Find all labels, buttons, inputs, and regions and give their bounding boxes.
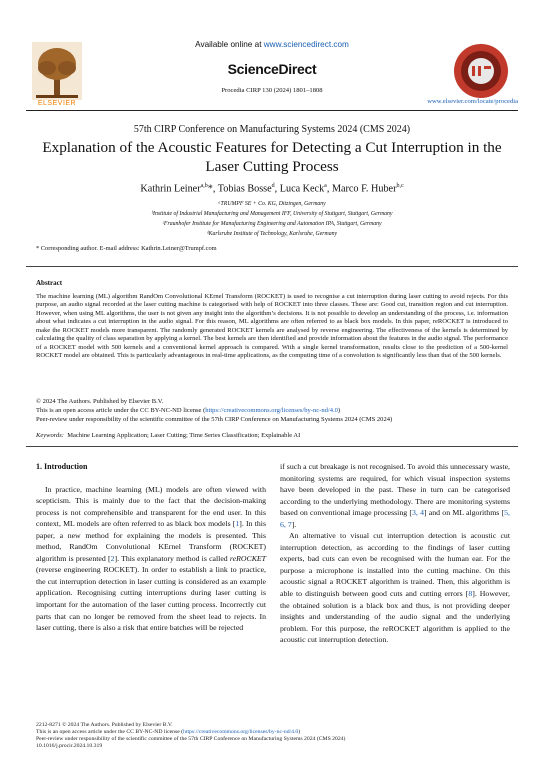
keywords-text: Machine Learning Application; Laser Cutting; Time Series Classification; Explainable AI	[67, 432, 301, 439]
license-link[interactable]: https://creativecommons.org/licenses/by-nc-nd/4.0	[205, 407, 338, 414]
paper-title: Explanation of the Acoustic Features for Detecting a Cut Interruption in the Laser Cutting Process	[42, 139, 502, 175]
intro-paragraph-1: In practice, machine learning (ML) models are often viewed with scepticism. This is mainly due to the fact that the decision-making process is not comprehensible and transparent for the end user. In this context, ML models are often referred to as black box models [1]. In this paper, a new method for explaining the models is presented. This method, RandOm Convolutional KErnel Transform (ROCKET) algorithm is presented [2]. This explanatory method is called reROCKET (reverse engineering ROCKET). In order to establish a link to practice, the cut interruption detection in laser cutting is considered as an example application. Recognising cutting interruptions during laser cutting is important for the automation of the laser cutting process. Incorrectly cut parts that can no longer be removed from the sheet lead to rejects. In laser cutting, there is also a risk that entire batches will be rejected	[36, 484, 266, 633]
affiliation-d: ᵈKarlsruhe Institute of Technology, Karlsruhe, Germany	[206, 231, 338, 237]
conference-name: 57th CIRP Conference on Manufacturing Systems 2024 (CMS 2024)	[133, 124, 411, 135]
header-rule	[26, 110, 518, 111]
footer-issn: 2212-8271 © 2024 The Authors. Published by Elsevier B.V.	[36, 722, 173, 728]
right-column	[280, 461, 510, 646]
rerocket-term: reROCKET	[229, 553, 266, 563]
keywords-line	[36, 432, 300, 439]
footer-license-link[interactable]: https://creativecommons.org/licenses/by-nc-nd/4.0	[183, 729, 299, 735]
abstract-body: The machine learning (ML) algorithm RandOm Convolutional KErnel Transform (ROCKET) is used to recognise a cut interruption during laser cutting to avoid rejects. For this purpose, an audio signal recorded at the laser cutting machine is categorised with help of ROCKET into three classes. These are: Good cut, transition region and cut interruption. However, when using ML algorithms, the user is not given any insight into the algorithm’s decisions. It is not possible to develop an understanding of the process, i.e. information about what indicates a cut interruption in the audio signal. For this reason, ML algorithms are often referred to as black box models. In this paper, reROCKET is introduced to make the ROCKET models more transparent. The randomly generated ROCKET kernels are analysed by reverse engineering. The effectiveness of the kernels is determined by calculating the quality of class separation by applying a kernel. The best kernels are then identified and provide information about the features in the audio signal. The performance of a ROCKET model with 500 kernels and a conventional kernel approach is compared. With a single kernel transformation, results close to the prediction of a 500-kernel ROCKET model are obtained. This is particularly advantageous in real-time applications, as the computing time of a convolution is significantly less than that of the 500 kernels.	[36, 293, 508, 360]
available-prefix: Available online at	[195, 40, 264, 49]
citation-8[interactable]: 8	[468, 589, 473, 599]
affiliation-c: ᶜFraunhofer Institute for Manufacturing Engineering and Automation IPA, Stuttgart, Germany	[162, 221, 382, 227]
publisher-name: ELSEVIER	[37, 100, 77, 107]
abstract-rule-top	[26, 266, 518, 267]
brand-name: ScienceDirect	[227, 61, 317, 77]
keywords-label: Keywords:	[36, 432, 64, 439]
abstract-heading: Abstract	[36, 279, 63, 287]
copyright-line: © 2024 The Authors. Published by Elsevier B.V.	[36, 398, 164, 405]
abstract-rule-bottom	[26, 446, 518, 447]
footer-peer-review: Peer-review under responsibility of the scientific committee of the 57th CIRP Conference on Manufacturing Systems 2024 (CMS 2024)	[36, 736, 346, 742]
cirp-logo-icon	[452, 42, 510, 100]
affiliation-b: ᵇInstitute of Industrial Manufacturing and Management IFF, University of Stuttgart, Stuttgart, Germany	[151, 211, 393, 217]
license-line: This is an open access article under the CC BY-NC-ND license (https://creativecommons.org/licenses/by-nc-nd/4.0)	[36, 407, 341, 414]
section-heading: 1. Introduction	[36, 462, 88, 471]
journal-url[interactable]: www.elsevier.com/locate/procedia	[427, 98, 518, 105]
author-list: Kathrin Leiner$^{a,b}$*, Tobias Bosse$^d$, Luca Keck$^a$, Marco F. Huber$^{b,c}$	[140, 183, 404, 195]
corresponding-author: * Corresponding author. E-mail address: Kathrin.Leiner@Trumpf.com	[36, 245, 217, 252]
affiliation-a: ᵃTRUMPF SE + Co. KG, Ditzingen, Germany	[218, 201, 326, 207]
footer-license: This is an open access article under the CC BY-NC-ND license (https://creativecommons.org/licenses/by-nc-nd/4.0)	[36, 729, 301, 735]
left-column	[36, 461, 266, 634]
citation-1[interactable]: 1	[235, 519, 240, 529]
footer-doi: 10.1016/j.procir.2024.10.319	[36, 743, 103, 749]
intro-paragraph-2: An alternative to visual cut interruption detection is acoustic cut interruption detection, as according to the findings of laser cutting experts, bad cuts can even be recognised with the human ear. For the purpose a microphone is installed into the cutting machine. On this acoustic signal a ROCKET algorithm is trained. Then, this algorithm is able to distinguish between good cuts and cutting errors [8]. However, the obtained solution is a black box and thus, is not providing deeper insights and understanding of the audio signal and the underlying problem. For this purpose, the reROCKET algorithm is applied to the acoustic cut interruption detection.	[280, 531, 510, 645]
journal-reference: Procedia CIRP 130 (2024) 1801–1808	[221, 87, 323, 94]
citation-2[interactable]: 2	[110, 553, 115, 563]
citation-3-4[interactable]: 3, 4	[411, 508, 424, 518]
intro-paragraph-1-cont: if such a cut breakage is not recognised. To avoid this unnecessary waste, monitoring systems are required, for which visual inspection systems have been developed in the past. These in turn can be categorised according to the underlying methodology. There are monitoring systems based on conventional image processing [3, 4] and on ML algorithms [5, 6, 7].	[280, 462, 510, 529]
peer-review-line: Peer-review under responsibility of the scientific committee of the 57th CIRP Conference on Manufacturing Systems 2024 (CMS 2024)	[36, 416, 393, 423]
sciencedirect-link[interactable]: www.sciencedirect.com	[263, 40, 349, 49]
citation-5-6-7[interactable]: 5, 6, 7	[280, 508, 510, 529]
